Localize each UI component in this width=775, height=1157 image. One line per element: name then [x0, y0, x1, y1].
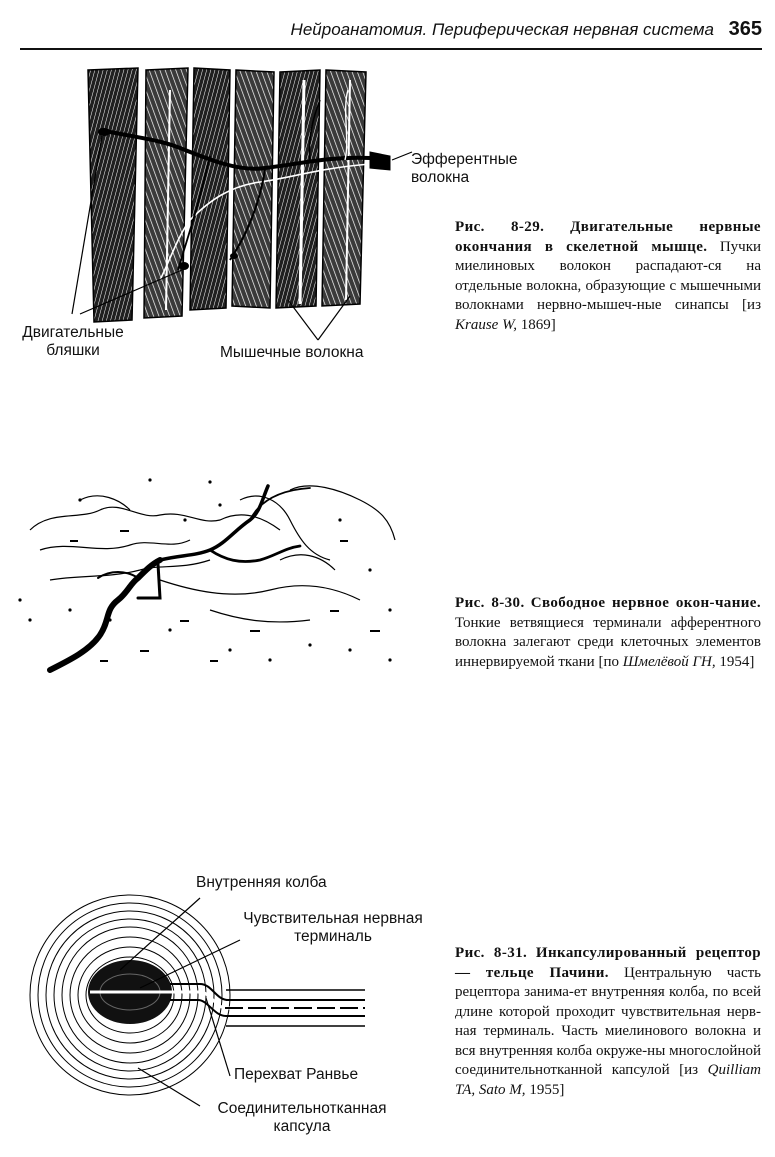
label-sensory-terminal: Чувствительная нервная терминаль [243, 910, 423, 945]
label-muscle-fibers: Мышечные волокна [220, 344, 364, 361]
figure-8-30-illustration [10, 460, 410, 690]
caption-fig-8-30 [455, 594, 761, 672]
label-motor-plaques: Двигательные бляшки [22, 324, 124, 359]
caption-body: Пучки миелиновых волокон распадают-ся на отдельные волокна, образующие с мышечными волокнами нервно-мышеч-ные синапсы [из [455, 238, 762, 313]
caption-number: Рис. 8-30. [455, 595, 525, 611]
label-inner-bulb: Внутренняя колба [196, 874, 327, 891]
figure-8-29-illustration [60, 60, 400, 360]
caption-fig-8-31 [455, 944, 761, 1100]
caption-number: Рис. 8-29. [455, 219, 545, 235]
label-ranvier-node: Перехват Ранвье [234, 1066, 359, 1083]
caption-body: Центральную часть рецептора занима-ет внутренняя колба, по всей длине которой проходит чувствительная нерв-ная терминаль. Часть миелинового волокна и вся внутренняя колба окруже-ны многослойной соединительнотканной капсулой [из [455, 964, 761, 1078]
caption-body: Тонкие ветвящиеся терминали афферентного волокна залегают среди клеточных элементов иннервируемой ткани [по [455, 614, 761, 670]
caption-source-year: 1954] [715, 653, 755, 670]
caption-source-author: Шмелёвой ГН, [622, 653, 716, 670]
running-head [20, 18, 762, 50]
page-number: 365 [728, 18, 762, 40]
caption-source-year: 1955] [525, 1081, 565, 1098]
muscle-fiber-strips [88, 68, 366, 322]
caption-source-author: Quilliam TA, Sato M, [455, 1062, 761, 1098]
tissue-outlines [30, 486, 395, 622]
caption-title: Инкапсулированный рецептор — тельце Пачини. [455, 945, 761, 981]
caption-number: Рис. 8-31. [455, 945, 528, 961]
caption-source-author: Krause W, [455, 316, 517, 333]
caption-title: Свободное нервное окон-чание. [530, 595, 761, 611]
caption-fig-8-29 [455, 218, 761, 335]
running-title: Нейроанатомия. Периферическая нервная система [290, 20, 714, 39]
cell-elements [18, 478, 391, 662]
caption-title: Двигательные нервные окончания в скелетной мышце. [455, 219, 761, 255]
label-efferent-fibers: Эфферентные волокна [411, 151, 518, 186]
caption-source-year: 1869] [516, 316, 556, 333]
label-capsule: Соединительнотканная капсула [217, 1100, 387, 1135]
